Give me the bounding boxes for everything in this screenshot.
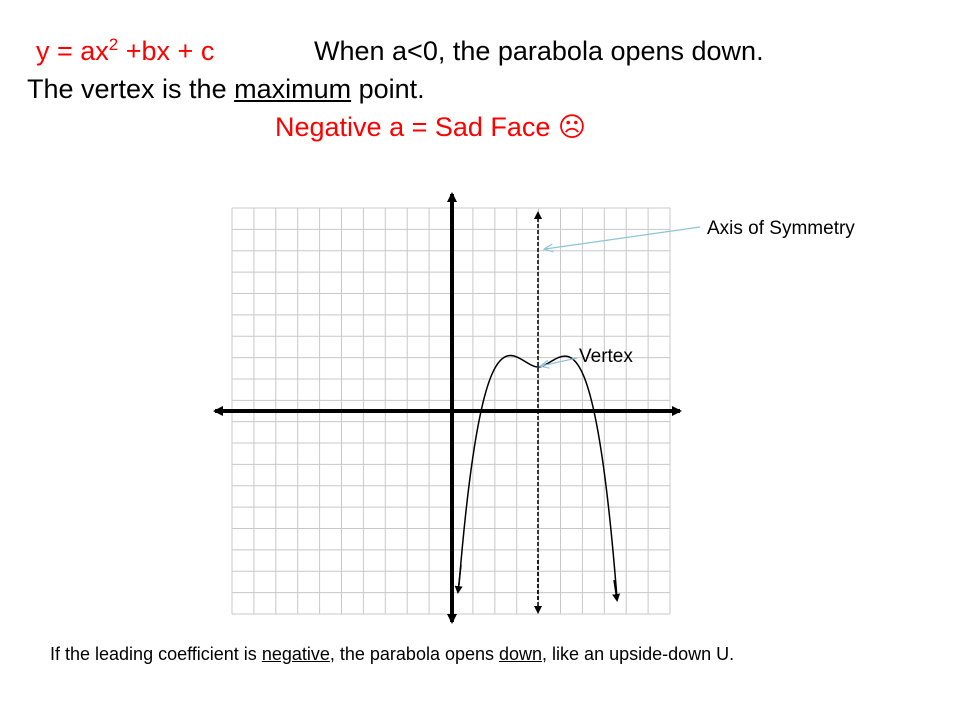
equation-exponent: 2: [108, 35, 119, 54]
equation-suffix: +bx + c: [118, 36, 215, 66]
vertex-line-prefix: The vertex is the: [27, 74, 235, 104]
caption-emphasis-negative: negative: [261, 644, 330, 664]
vertex-label: Vertex: [579, 346, 633, 367]
vertex-line-suffix: point.: [351, 74, 425, 104]
caption-part-1: If the leading coefficient is: [50, 644, 262, 664]
caption-emphasis-down: down: [499, 644, 543, 664]
parabola-left-arrow: [458, 565, 461, 592]
caption: [50, 641, 850, 668]
vertex-line-emphasis: maximum: [234, 74, 352, 104]
caption-part-3: , like an upside-down U.: [542, 644, 735, 664]
vertex-pointer-arrow: [541, 358, 577, 366]
sad-face-text: Negative a = Sad Face: [275, 112, 558, 142]
equation-prefix: y = ax: [36, 36, 109, 66]
axis-pointer-arrow: [545, 227, 700, 249]
sad-face-icon: ☹: [557, 112, 587, 142]
caption-part-2: , the parabola opens: [329, 644, 500, 664]
axis-of-symmetry-label: Axis of Symmetry: [707, 218, 855, 239]
opens-down-text: When a<0, the parabola opens down.: [314, 36, 764, 66]
